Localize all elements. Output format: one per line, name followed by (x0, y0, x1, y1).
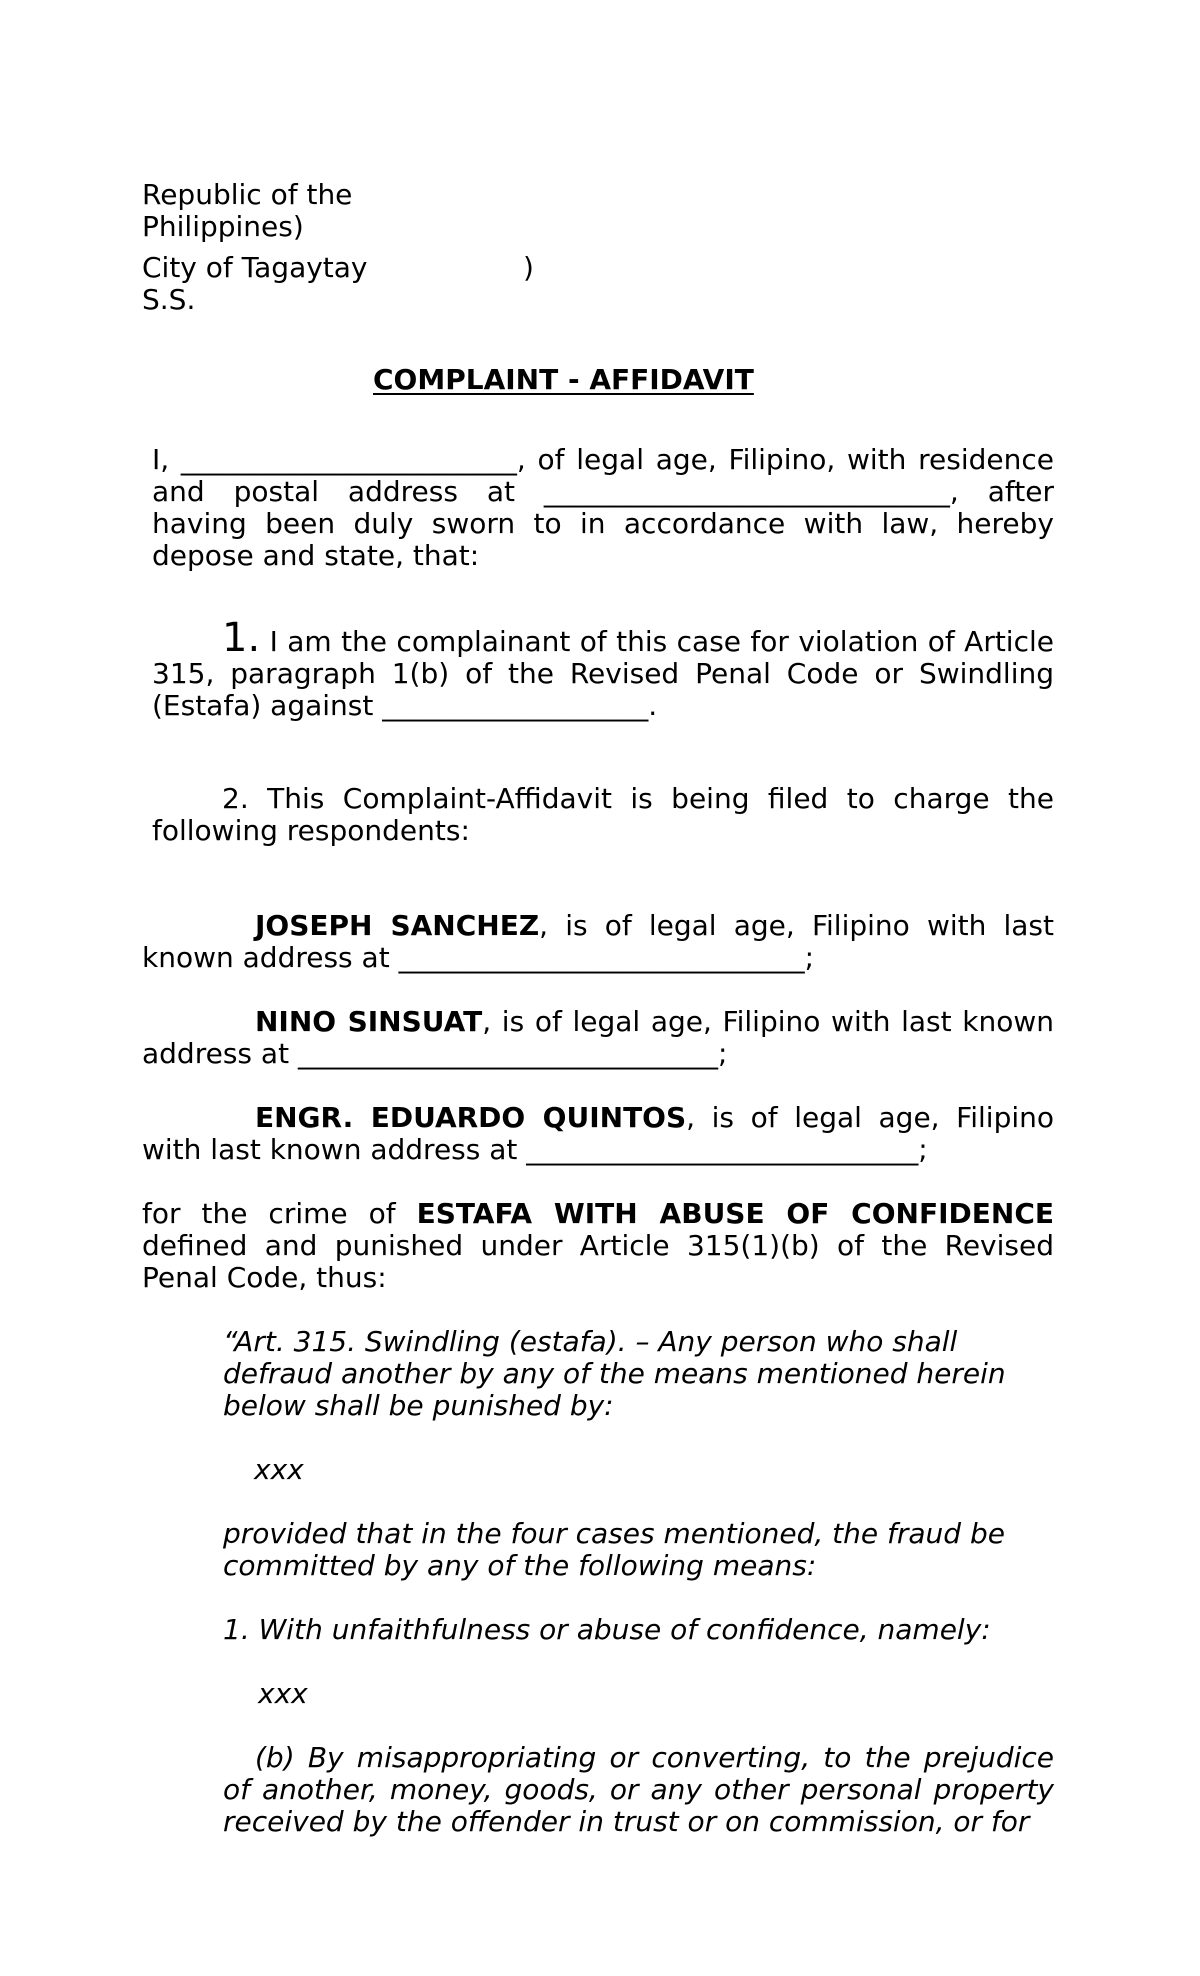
venue-city (142, 252, 542, 316)
opening-paragraph: I, ________________________, of legal age, Filipino, with residence and postal address at _____________________________, after having been duly sworn to in accordance with law, hereby depose and state, that: (152, 443, 1054, 572)
article-quote-item-1-number: 1. (223, 1613, 250, 1646)
document-title: COMPLAINT - AFFIDAVIT (373, 363, 754, 396)
paragraph-2-number: 2. (222, 782, 249, 815)
article-quote-item-1-text: With unfaithfulness or abuse of confidence, namely: (258, 1613, 991, 1646)
paragraph-1-text: I am the complainant of this case for violation of Article 315, paragraph 1(b) of the Revised Penal Code or Swindling (Estafa) against ___________________. (152, 625, 1054, 722)
paragraph-1-number: 1. (222, 615, 261, 661)
respondent-1 (142, 910, 1054, 974)
article-quote-item-1 (223, 1614, 1043, 1646)
venue-ss: S.S. (142, 283, 196, 316)
respondent-3-name: ENGR. EDUARDO QUINTOS (255, 1101, 687, 1134)
crime-rest: defined and punished under Article 315(1)(b) of the Revised Penal Code, thus: (142, 1229, 1054, 1294)
venue-line-1: Republic of the (142, 178, 353, 211)
article-quote-intro: “Art. 315. Swindling (estafa). – Any person who shall defraud another by any of the means mentioned herein below shall be punished by: (223, 1325, 1006, 1422)
article-quote-xxx-1: xxx (254, 1453, 304, 1486)
paragraph-2 (152, 783, 1054, 847)
respondent-3-text: , is of legal age, Filipino with last known address at ____________________________; (142, 1101, 1055, 1166)
venue-paren: ) (523, 251, 534, 284)
respondent-3 (142, 1102, 1054, 1166)
venue-line-2: Philippines) (142, 210, 304, 243)
crime-paragraph (142, 1198, 1054, 1294)
article-quote-proviso: provided that in the four cases mentioned, the fraud be committed by any of the following means: (223, 1517, 1005, 1582)
respondent-2 (142, 1006, 1054, 1070)
respondent-2-name: NINO SINSUAT (255, 1005, 483, 1038)
paragraph-1 (152, 615, 1054, 722)
crime-name: ESTAFA WITH ABUSE OF CONFIDENCE (416, 1197, 1054, 1230)
article-quote-b (223, 1742, 1054, 1838)
respondent-2-text: , is of legal age, Filipino with last known address at ______________________________; (142, 1005, 1054, 1070)
respondent-1-text: , is of legal age, Filipino with last known address at _____________________________; (142, 909, 1054, 974)
paragraph-2-text: This Complaint-Affidavit is being filed to charge the following respondents: (152, 782, 1054, 847)
article-quote-b-text: (b) By misappropriating or converting, to the prejudice of another, money, goods, or any other personal property received by the offender in trust or on commission, or for (223, 1741, 1054, 1838)
venue-caption (142, 179, 402, 243)
crime-lead: for the crime of (142, 1197, 396, 1230)
venue-city-label: City of Tagaytay (142, 251, 368, 284)
respondent-1-name: JOSEPH SANCHEZ (255, 909, 540, 942)
article-quote-xxx-2: xxx (258, 1677, 308, 1710)
